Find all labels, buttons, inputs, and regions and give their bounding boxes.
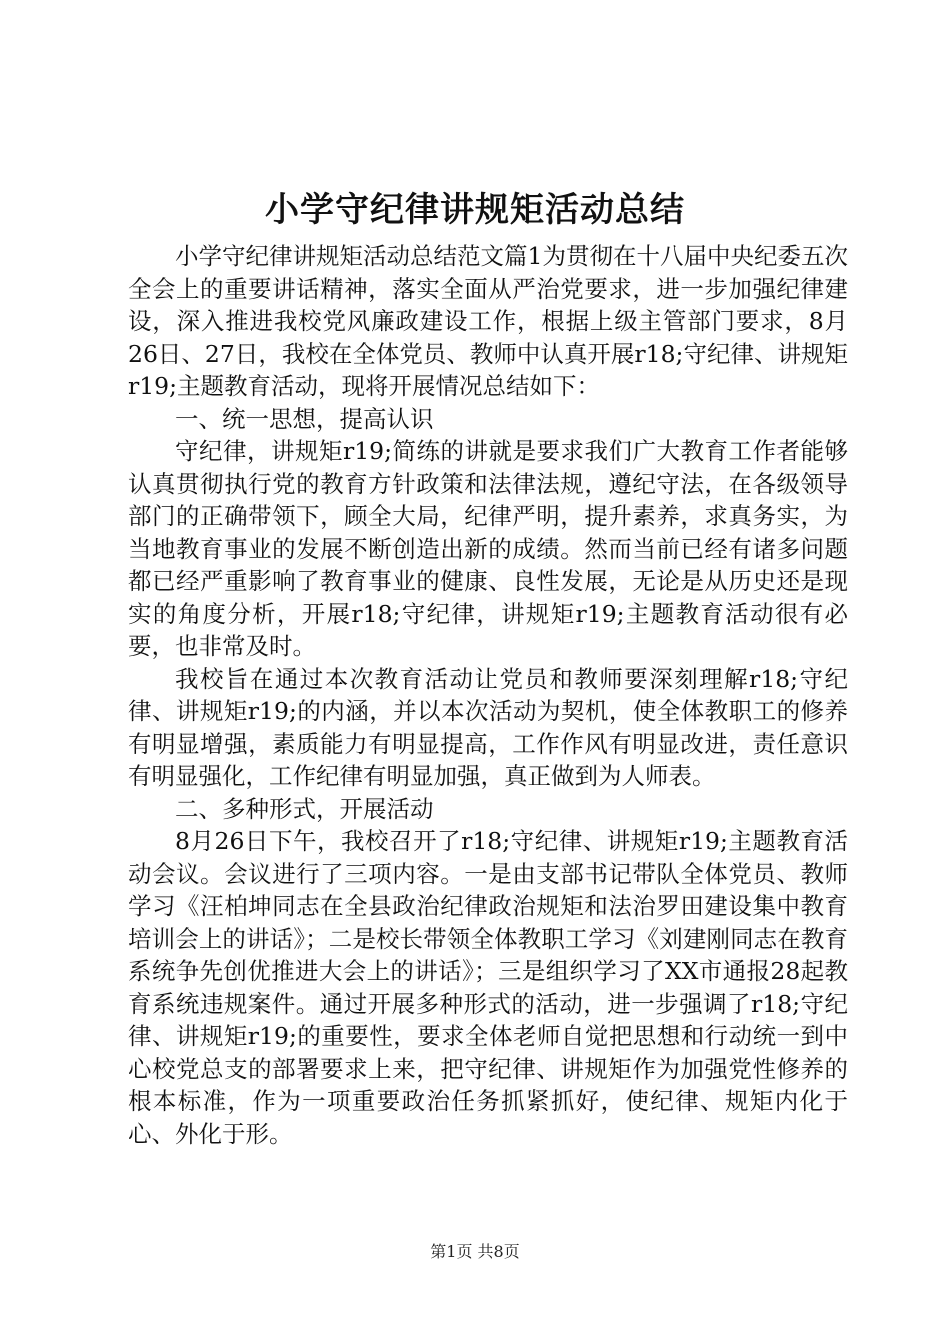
section-heading-2: 二、多种形式，开展活动 (175, 794, 434, 823)
page-number-footer: 第1页 共8页 (430, 1242, 520, 1261)
paragraph-intro: 小学守纪律讲规矩活动总结范文篇1为贯彻在十八届中央纪委五次全会上的重要讲话精神，落实全面从严治党要求，进一步加强纪律建设，深入推进我校党风廉政建设工作，根据上级主管部门要求，8月26日、27日，我校在全体党员、教师中认真开展r18;守纪律、讲规矩r19;主题教育活动，现将开展情况总结如下： (128, 242, 848, 400)
document-body (128, 240, 848, 1150)
paragraph-section1-b: 我校旨在通过本次教育活动让党员和教师要深刻理解r18;守纪律、讲规矩r19;的内涵，并以本次活动为契机，使全体教职工的修养有明显增强，素质能力有明显提高，工作作风有明显改进，责任意识有明显强化，工作纪律有明显加强，真正做到为人师表。 (128, 664, 848, 790)
section-heading-1: 一、统一思想，提高认识 (175, 404, 434, 433)
paragraph-section2: 8月26日下午，我校召开了r18;守纪律、讲规矩r19;主题教育活动会议。会议进行了三项内容。一是由支部书记带队全体党员、教师学习《汪柏坤同志在全县政治纪律政治规矩和法治罗田建设集中教育培训会上的讲话》；二是校长带领全体教职工学习《刘建刚同志在教育系统争先创优推进大会上的讲话》；三是组织学习了XX市通报28起教育系统违规案件。通过开展多种形式的活动，进一步强调了r18;守纪律、讲规矩r19;的重要性，要求全体老师自觉把思想和行动统一到中心校党总支的部署要求上来，把守纪律、讲规矩作为加强党性修养的根本标准，作为一项重要政治任务抓紧抓好，使纪律、规矩内化于心、外化于形。 (128, 827, 848, 1148)
paragraph-section1-a: 守纪律，讲规矩r19;简练的讲就是要求我们广大教育工作者能够认真贯彻执行党的教育方针政策和法律法规，遵纪守法，在各级领导部门的正确带领下，顾全大局，纪律严明，提升素养，求真务实，为当地教育事业的发展不断创造出新的成绩。然而当前已经有诸多问题都已经严重影响了教育事业的健康、良性发展，无论是从历史还是现实的角度分析，开展r18;守纪律，讲规矩r19;主题教育活动很有必要，也非常及时。 (128, 437, 848, 660)
document-title: 小学守纪律讲规矩活动总结 (265, 190, 685, 230)
